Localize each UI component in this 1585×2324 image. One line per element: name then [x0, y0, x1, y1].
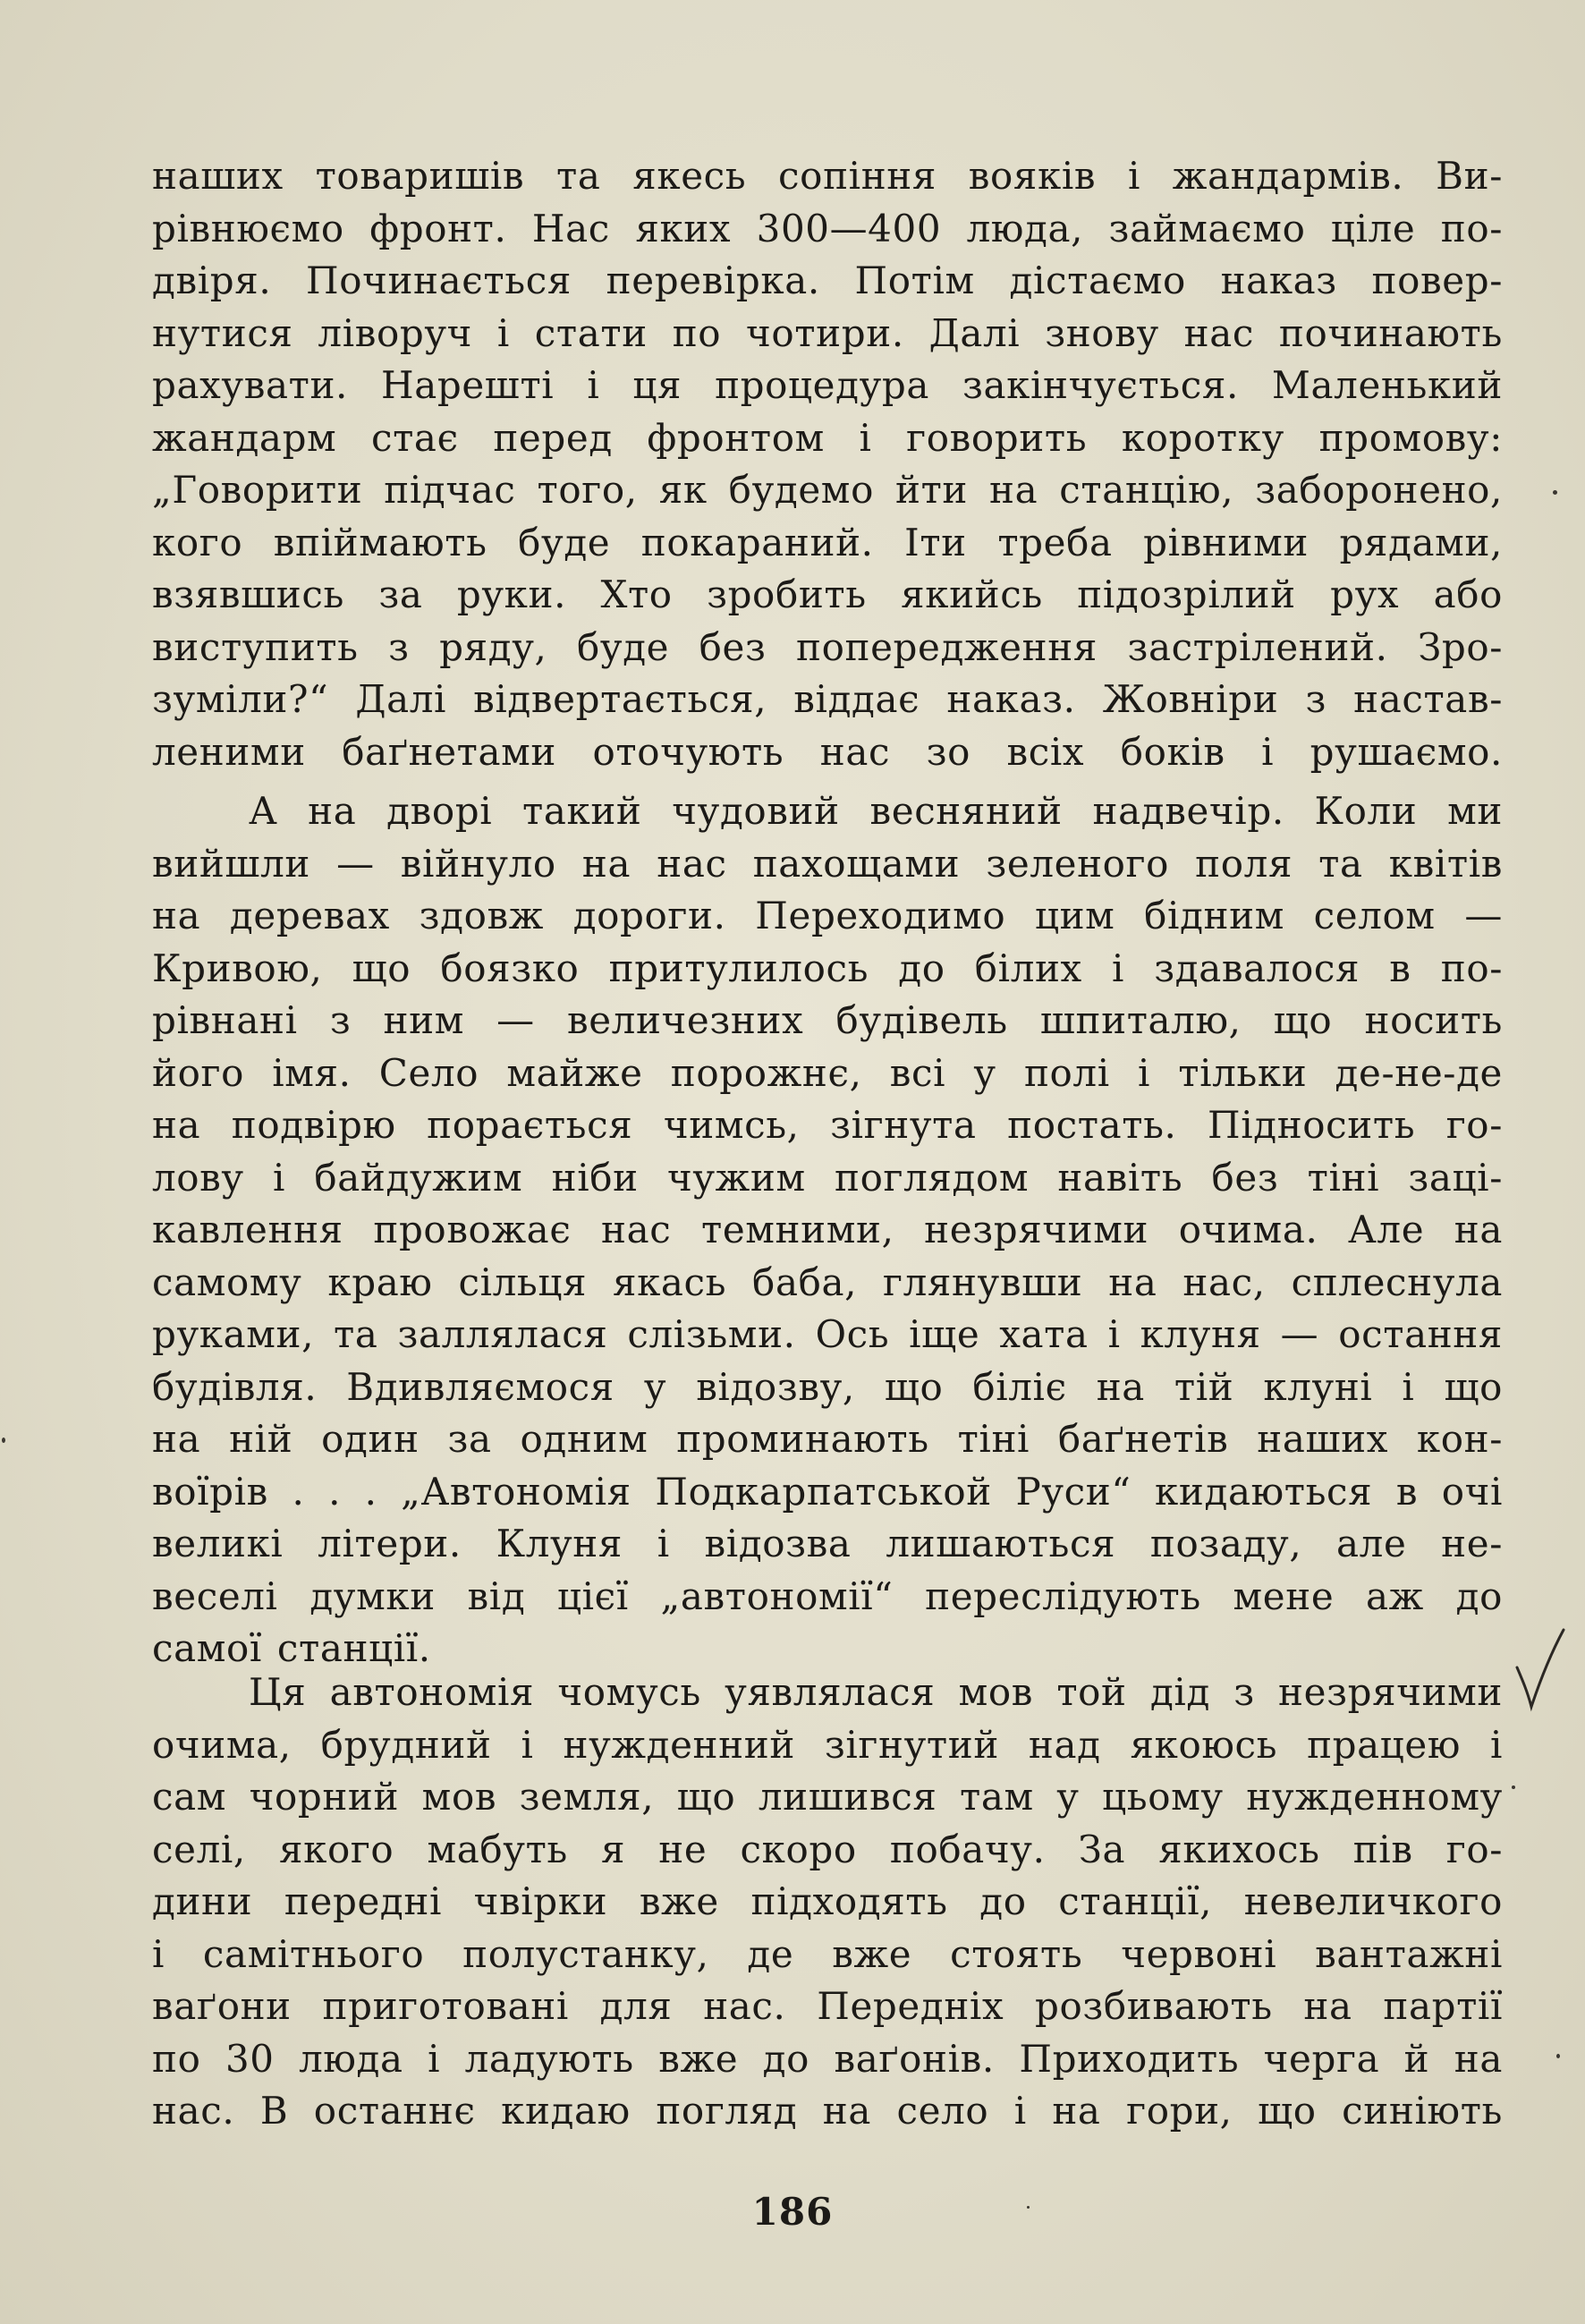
text-line: наших товаришів та якесь сопіння вояків і жандармів. Ви-	[152, 154, 1503, 198]
text-line: А на дворі такий чудовий весняний надвечір. Коли ми	[249, 789, 1503, 833]
text-line: зуміли?“ Далі відвертається, віддає наказ. Жовніри з настав-	[152, 677, 1503, 721]
paper-speck	[1027, 2206, 1030, 2209]
page-number: 186	[751, 2190, 834, 2234]
text-line: і самітнього полустанку, де вже стоять червоні вантажні	[152, 1931, 1503, 1976]
text-line: нутися ліворуч і стати по чотири. Далі знову нас починають	[152, 310, 1503, 355]
text-line: великі літери. Клуня і відозва лишаються позаду, але не-	[152, 1522, 1503, 1565]
text-line: будівля. Вдивляємося у відозву, що біліє на тій клуні і що	[152, 1364, 1503, 1409]
text-line: руками, та заллялася слізьми. Ось іще хата і клуня — остання	[152, 1312, 1503, 1356]
text-line: його імя. Село майже порожнє, всі у полі і тільки де-не-де	[152, 1050, 1503, 1095]
paper-speck	[1512, 1785, 1515, 1789]
check-mark-icon	[1513, 1626, 1567, 1716]
text-line: на подвірю порається чимсь, зігнута постать. Підносить го-	[152, 1103, 1503, 1147]
text-line: селі, якого мабуть я не скоро побачу. За якихось пів го-	[152, 1827, 1503, 1871]
paragraph-3	[152, 1667, 1503, 2138]
text-line: на ній один за одним проминають тіні баґнетів наших кон-	[152, 1417, 1503, 1461]
text-line: двіря. Починається перевірка. Потім дістаємо наказ повер-	[152, 259, 1503, 302]
text-line: по 30 люда і ладують вже до ваґонів. Приходить черга й на	[152, 2036, 1503, 2081]
text-line: жандарм стає перед фронтом і говорить коротку промову:	[152, 415, 1503, 460]
text-line: нас. В останнє кидаю погляд на село і на гори, що синіють	[152, 2089, 1503, 2133]
text-line: Кривою, що боязко притулилось до білих і здавалося в по-	[152, 946, 1503, 990]
text-line: вийшли — війнуло на нас пахощами зеленого поля та квітів	[152, 841, 1503, 886]
text-line: леними баґнетами оточують нас зо всіх боків і рушаємо.	[152, 729, 1503, 774]
text-line: „Говорити підчас того, як будемо йти на станцію, заборонено,	[152, 468, 1503, 512]
text-line: взявшись за руки. Хто зробить якийсь підозрілий рух або	[152, 573, 1503, 616]
text-line: ваґони приготовані для нас. Передніх розбивають на партії	[152, 1984, 1503, 2028]
text-line: на деревах здовж дороги. Переходимо цим бідним селом —	[152, 894, 1503, 937]
text-line: виступить з ряду, буде без попередження застрілений. Зро-	[152, 624, 1503, 669]
text-line: веселі думки від цієї „автономії“ переслідують мене аж до	[152, 1573, 1503, 1618]
text-line: кого впіймають буде покараний. Іти треба рівними рядами,	[152, 520, 1503, 564]
text-line: дини передні чвірки вже підходять до станції, невеличкого	[152, 1879, 1503, 1923]
text-line: самої станції.	[152, 1626, 431, 1670]
text-line: Ця автономія чомусь уявлялася мов той дід з незрячими	[249, 1670, 1503, 1714]
paragraph-1	[152, 150, 1503, 778]
paragraph-2	[152, 785, 1503, 1675]
text-line: рівнюємо фронт. Нас яких 300—400 люда, займаємо ціле по-	[152, 206, 1503, 250]
text-line: очима, брудний і нужденний зігнутий над якоюсь працею і	[152, 1722, 1503, 1767]
text-line: воїрів . . . „Автономія Подкарпатськой Руси“ кидаються в очі	[152, 1469, 1503, 1514]
paper-speck	[2, 1438, 5, 1443]
text-line: рахувати. Нарешті і ця процедура закінчується. Маленький	[152, 363, 1503, 407]
paper-speck	[1553, 490, 1557, 495]
paper-speck	[1556, 2054, 1560, 2058]
text-line: сам чорний мов земля, що лишився там у цьому нужденному	[152, 1775, 1503, 1819]
text-line: самому краю сільця якась баба, глянувши на нас, сплеснула	[152, 1260, 1503, 1304]
text-line: рівнані з ним — величезних будівель шпиталю, що носить	[152, 998, 1503, 1042]
text-line: лову і байдужим ніби чужим поглядом навіть без тіні заці-	[152, 1155, 1503, 1200]
text-line: кавлення провожає нас темними, незрячими очима. Але на	[152, 1208, 1503, 1251]
